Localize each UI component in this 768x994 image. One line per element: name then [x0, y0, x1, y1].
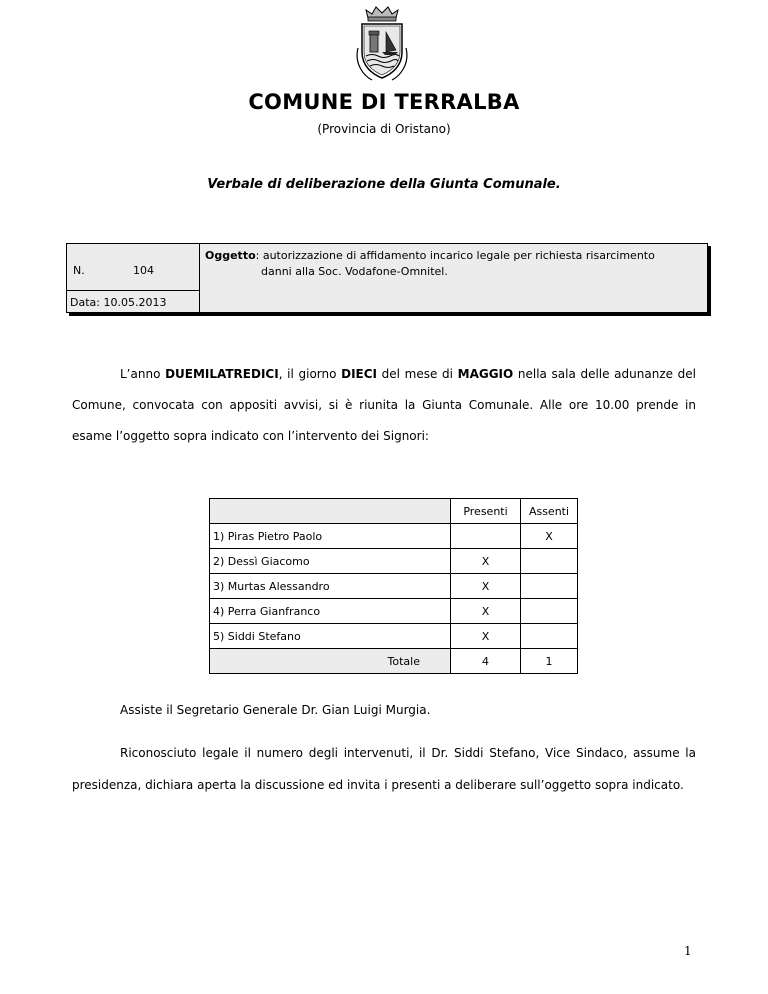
subject-label: Oggetto — [205, 249, 256, 262]
closing-paragraph: Riconosciuto legale il numero degli intervenuti, il Dr. Siddi Stefano, Vice Sindaco, assume la presidenza, dichiara aperta la discussione ed invita i presenti a deliberare sull’oggetto sopra indicato. — [72, 746, 696, 792]
intro-text-2: , il giorno — [278, 367, 342, 381]
deliberation-info-box — [66, 243, 708, 313]
present-mark: X — [451, 574, 521, 599]
table-row — [210, 574, 578, 599]
member-name: 5) Siddi Stefano — [210, 624, 451, 649]
province-subtitle: (Provincia di Oristano) — [317, 122, 451, 136]
deliberation-number: 104 — [133, 264, 154, 277]
table-row — [210, 624, 578, 649]
absent-mark — [521, 549, 578, 574]
total-label: Totale — [210, 649, 451, 674]
present-mark: X — [451, 599, 521, 624]
member-name: 3) Murtas Alessandro — [210, 574, 451, 599]
member-name: 4) Perra Gianfranco — [210, 599, 451, 624]
attendance-header-row — [210, 499, 578, 524]
absent-mark: X — [521, 524, 578, 549]
page-number: 1 — [684, 944, 692, 958]
info-box-row-divider — [67, 290, 199, 291]
info-box-frame — [66, 243, 708, 313]
present-column-header: Presenti — [451, 499, 521, 524]
present-mark: X — [451, 549, 521, 574]
intro-text-4: nella sala delle adunanze del Comune, convocata con appositi avvisi, si è riunita la Giunta Comunale. Alle ore 10.00 prende in esame l’oggetto sopra indicato con l’intervento dei Signori: — [72, 367, 696, 443]
subject-line-1: : autorizzazione di affidamento incarico legale per richiesta risarcimento — [255, 249, 655, 262]
absent-column-header: Assenti — [521, 499, 578, 524]
attendance-table — [209, 498, 578, 674]
table-row — [210, 524, 578, 549]
attendance-total-row — [210, 649, 578, 674]
municipal-crest-icon — [350, 4, 414, 84]
intro-year: DUEMILATREDICI — [165, 367, 279, 381]
municipality-title: COMUNE DI TERRALBA — [248, 90, 520, 114]
number-label: N. — [73, 264, 85, 277]
document-heading: Verbale di deliberazione della Giunta Comunale. — [207, 177, 561, 192]
intro-paragraph — [72, 359, 696, 452]
absent-mark — [521, 624, 578, 649]
present-mark: X — [451, 624, 521, 649]
intro-text-1: L’anno — [120, 367, 166, 381]
member-name: 1) Piras Pietro Paolo — [210, 524, 451, 549]
total-present: 4 — [451, 649, 521, 674]
member-name: 2) Dessì Giacomo — [210, 549, 451, 574]
subject-text — [205, 248, 705, 280]
total-absent: 1 — [521, 649, 578, 674]
intro-day: DIECI — [341, 367, 378, 381]
absent-mark — [521, 599, 578, 624]
deliberation-date: Data: 10.05.2013 — [70, 296, 167, 309]
intro-month: MAGGIO — [457, 367, 514, 381]
intro-text-3: del mese di — [377, 367, 458, 381]
present-mark — [451, 524, 521, 549]
table-row — [210, 599, 578, 624]
table-row — [210, 549, 578, 574]
absent-mark — [521, 574, 578, 599]
attendance-header-blank — [210, 499, 451, 524]
subject-line-2: danni alla Soc. Vodafone-Omnitel. — [261, 265, 448, 278]
info-box-divider — [199, 244, 200, 312]
secretary-paragraph: Assiste il Segretario Generale Dr. Gian Luigi Murgia. — [120, 703, 431, 717]
